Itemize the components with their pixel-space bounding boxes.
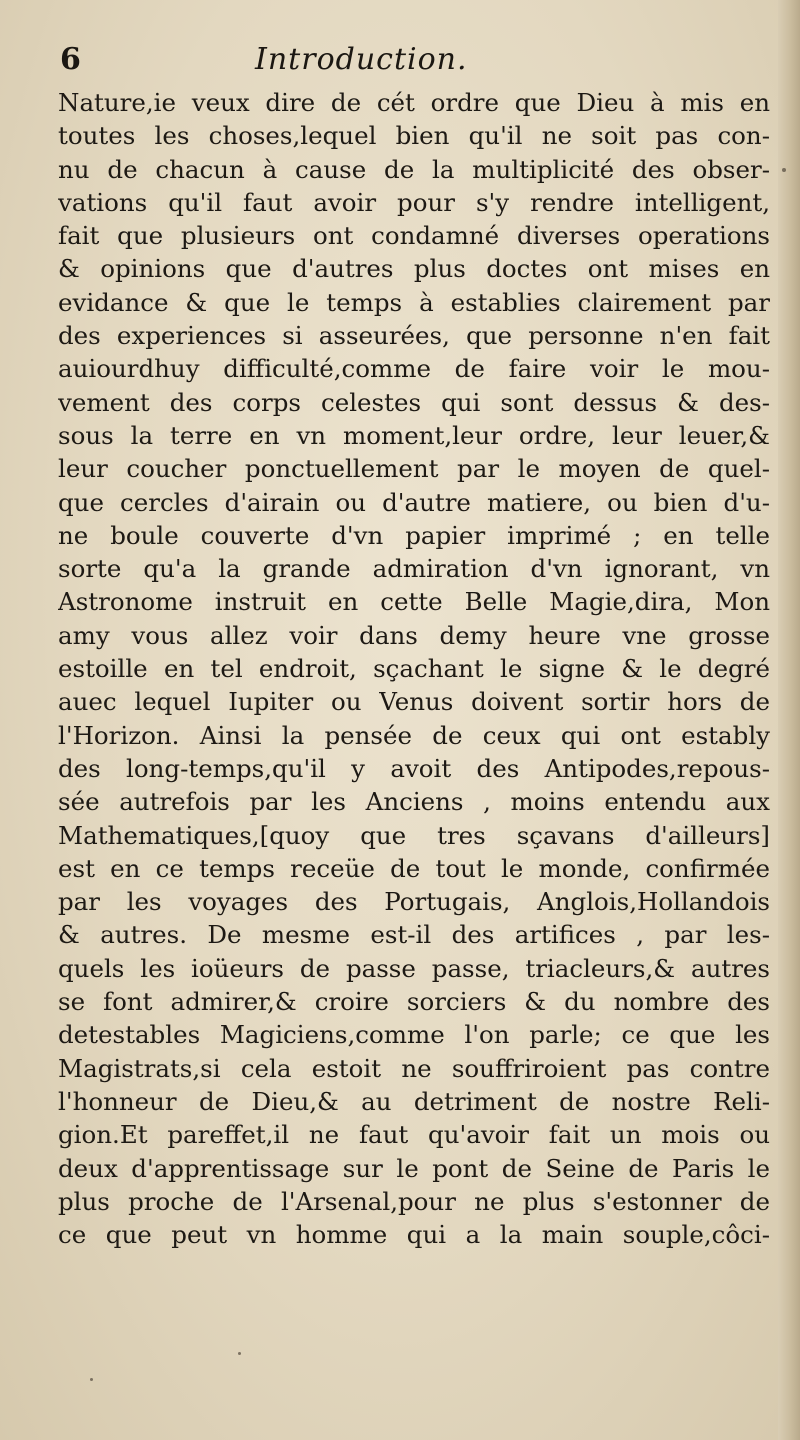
ink-speck [90, 1378, 93, 1381]
text-line: nu de chacun à cause de la multiplicité des obser- [58, 154, 770, 184]
text-line: Mathematiques,[quoy que tres sçavans d'ailleurs] [58, 820, 770, 850]
text-line: l'Horizon. Ainsi la pensée de ceux qui ont estably [58, 720, 770, 750]
text-line: toutes les choses,lequel bien qu'il ne soit pas con- [58, 121, 770, 151]
text-line: evidance & que le temps à establies clairement par [58, 287, 770, 317]
page-number: 6 [60, 42, 81, 77]
text-line: l'honneur de Dieu,& au detriment de nostre Reli- [58, 1086, 770, 1116]
text-line: auiourdhuy difficulté,comme de faire voir le mou- [58, 354, 770, 384]
text-line: sous la terre en vn moment,leur ordre, leur leuer,& [58, 420, 770, 450]
text-line: deux d'apprentissage sur le pont de Seine de Paris le [58, 1153, 770, 1183]
text-line: & opinions que d'autres plus doctes ont mises en [58, 254, 770, 284]
text-line: Astronome instruit en cette Belle Magie,dira, Mon [58, 587, 770, 617]
text-line: Nature,ie veux dire de cét ordre que Dieu à mis en [58, 88, 770, 117]
text-line: des experiences si asseurées, que personne n'en fait [58, 321, 770, 351]
text-line: par les voyages des Portugais, Anglois,Hollandois [58, 887, 770, 917]
text-line: ne boule couverte d'vn papier imprimé ; en telle [58, 520, 770, 550]
text-line: plus proche de l'Arsenal,pour ne plus s'estonner de [58, 1186, 770, 1216]
text-line: est en ce temps receüe de tout le monde, confirmée [58, 853, 770, 883]
body-text [58, 86, 770, 1251]
text-line: amy vous allez voir dans demy heure vne grosse [58, 620, 770, 650]
text-line: se font admirer,& croire sorciers & du nombre des [58, 987, 770, 1017]
text-line: estoille en tel endroit, sçachant le signe & le degré [58, 654, 770, 684]
page-header [60, 42, 760, 82]
ink-speck [238, 1352, 241, 1355]
text-line: & autres. De mesme est-il des artifices , par les- [58, 920, 770, 950]
running-title: Introduction. [255, 42, 468, 77]
text-line: vations qu'il faut avoir pour s'y rendre intelligent, [58, 187, 770, 217]
text-line: que cercles d'airain ou d'autre matiere, ou bien d'u- [58, 487, 770, 517]
text-line: auec lequel Iupiter ou Venus doivent sortir hors de [58, 687, 770, 717]
text-line: quels les ioüeurs de passe passe, triacleurs,& autres [58, 953, 770, 983]
text-line: sée autrefois par les Anciens , moins entendu aux [58, 787, 770, 817]
ink-speck [782, 168, 786, 172]
text-line: vement des corps celestes qui sont dessus & des- [58, 387, 770, 417]
page-edge-shadow [778, 0, 800, 1440]
text-line: des long-temps,qu'il y avoit des Antipodes,repous- [58, 753, 770, 783]
text-line: sorte qu'a la grande admiration d'vn ignorant, vn [58, 554, 770, 584]
text-line: leur coucher ponctuellement par le moyen de quel- [58, 454, 770, 484]
text-line: detestables Magiciens,comme l'on parle; ce que les [58, 1020, 770, 1050]
text-line: ce que peut vn homme qui a la main souple,côci- [58, 1220, 770, 1250]
text-line: gion.Et pareffet,il ne faut qu'avoir fait un mois ou [58, 1120, 770, 1150]
text-line: Magistrats,si cela estoit ne souffriroient pas contre [58, 1053, 770, 1083]
text-line: fait que plusieurs ont condamné diverses operations [58, 221, 770, 251]
